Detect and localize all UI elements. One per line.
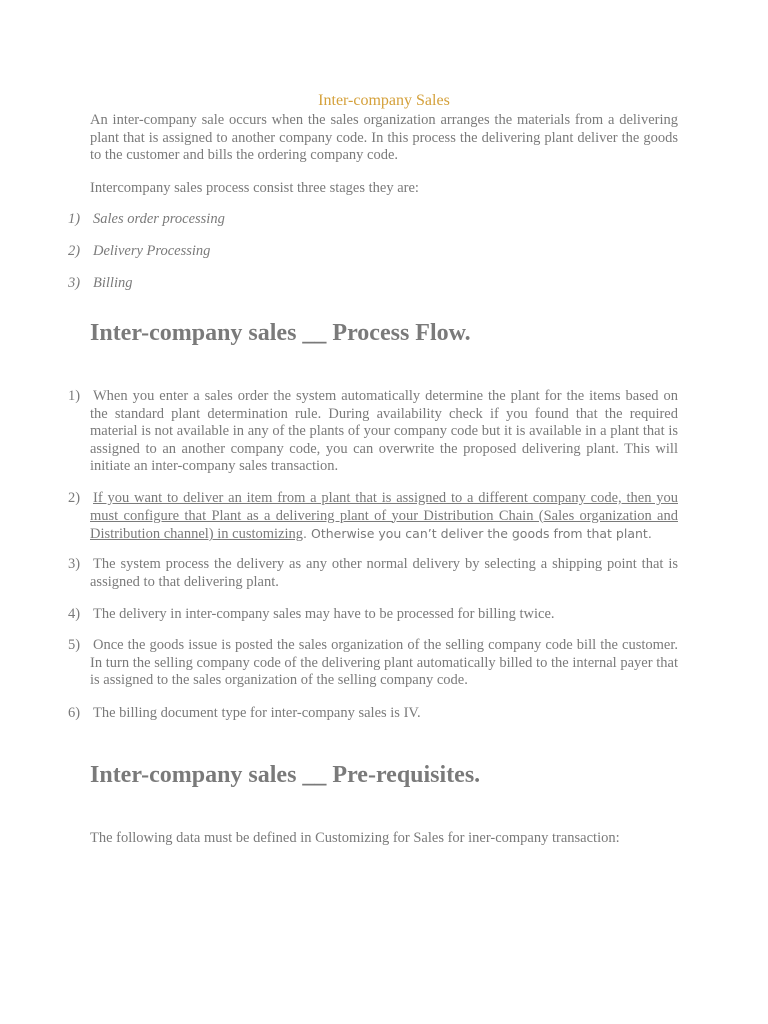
stage-number: 1) (68, 211, 81, 227)
stage-label: Delivery Processing (93, 243, 211, 259)
step-number: 3) (68, 556, 81, 572)
process-step (68, 556, 678, 591)
step-text: The delivery in inter-company sales may have to be processed for billing twice. (93, 606, 555, 622)
process-step (68, 388, 678, 476)
step-text: Once the goods issue is posted the sales organization of the selling company code bill the customer. In turn the selling company code of the delivering plant automatically billed to the internal payer that is assigned to the sales organization of the selling company code. (90, 637, 678, 689)
process-step (68, 606, 678, 624)
step-number: 4) (68, 606, 81, 622)
step-number: 6) (68, 705, 81, 721)
step-text: When you enter a sales order the system automatically determine the plant for the items based on the standard plant determination rule. During availability check if you found that the required material is not available in any of the plants of your company code but it is available in a plant that is assigned to an another company code, you can overwrite the proposed delivering plant. This will initiate an inter-company sales transaction. (90, 388, 678, 475)
intro-paragraph: An inter-company sale occurs when the sales organization arranges the materials from a delivering plant that is assigned to another company code. In this process the delivering plant deliver the goods to the customer and bills the ordering company code. (90, 112, 678, 164)
step-number: 2) (68, 490, 81, 506)
configuration-note: If you want to deliver an item from a plant that is assigned to a different company code, then you must configure that Plant as a delivering plant of your Distribution Chain (Sales organization and Distribution channel) in customizing (90, 490, 678, 543)
document-title: Inter-company Sales (318, 92, 450, 109)
step-text: The system process the delivery as any other normal delivery by selecting a shipping point that is assigned to that delivering plant. (90, 556, 678, 590)
process-step (68, 637, 678, 690)
stage-number: 2) (68, 243, 81, 259)
process-step (68, 705, 678, 723)
stages-intro: Intercompany sales process consist three stages they are: (90, 180, 419, 196)
step-text: The billing document type for inter-company sales is IV. (93, 705, 421, 721)
step-number: 5) (68, 637, 81, 653)
stage-item (68, 211, 225, 228)
process-step (68, 490, 678, 544)
stage-number: 3) (68, 275, 81, 291)
step-number: 1) (68, 388, 81, 404)
stage-item (68, 243, 210, 260)
process-flow-heading: Inter-company sales __ Process Flow. (90, 320, 471, 346)
step-text-tail: . Otherwise you can’t deliver the goods from that plant. (303, 526, 652, 542)
stage-item (68, 275, 132, 292)
stage-label: Billing (93, 275, 133, 291)
prerequisites-heading: Inter-company sales __ Pre-requisites. (90, 762, 481, 788)
step-text (90, 490, 678, 544)
stage-label: Sales order processing (93, 211, 225, 227)
prerequisites-text: The following data must be defined in Customizing for Sales for iner-company transaction: (90, 830, 620, 846)
